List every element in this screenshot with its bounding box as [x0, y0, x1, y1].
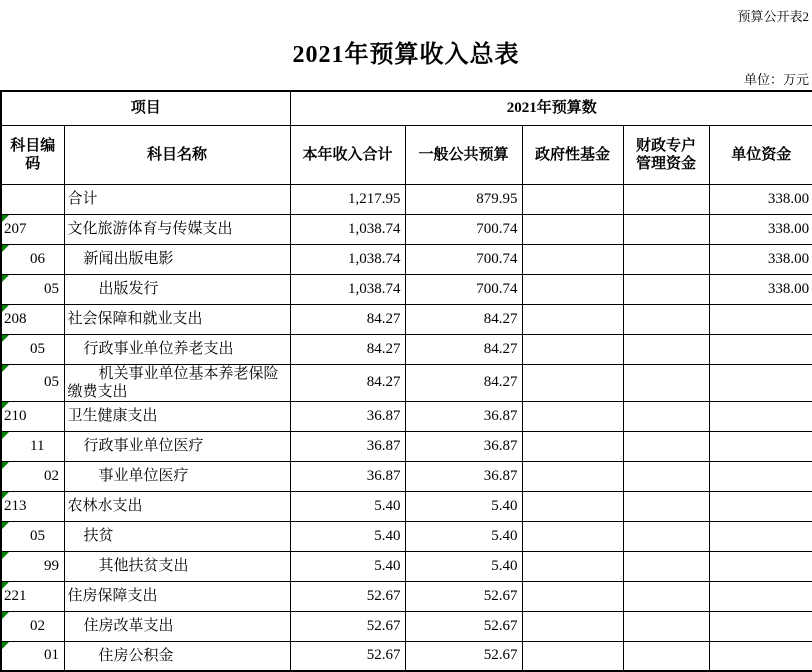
- row-code-cell: 02: [1, 461, 64, 491]
- row-value-cell: [623, 304, 709, 334]
- header-col-name-label: 科目名称: [147, 146, 208, 163]
- row-name-cell: 行政事业单位养老支出: [64, 334, 290, 364]
- row-value-cell: [522, 364, 623, 401]
- row-value-cell: [522, 244, 623, 274]
- header-col-unit-funds-label: 单位资金: [731, 146, 792, 163]
- header-col-fiscal-account: [623, 125, 709, 184]
- header-col-code-label: 科目编码: [10, 137, 56, 172]
- row-value-cell: 84.27: [290, 364, 405, 401]
- row-value-cell: [623, 551, 709, 581]
- header-col-total-income-label: 本年收入合计: [302, 146, 393, 163]
- header-budget-group: 2021年预算数: [290, 91, 812, 125]
- table-row: [1, 334, 812, 364]
- row-value-cell: 84.27: [290, 304, 405, 334]
- row-value-cell: [709, 641, 812, 671]
- row-value-cell: [623, 274, 709, 304]
- flag-triangle-icon: [2, 642, 9, 649]
- row-value-cell: [709, 581, 812, 611]
- flag-triangle-icon: [2, 432, 9, 439]
- row-value-cell: 338.00: [709, 274, 812, 304]
- row-value-cell: [709, 461, 812, 491]
- flag-triangle-icon: [2, 492, 9, 499]
- flag-triangle-icon: [2, 215, 9, 222]
- row-value-cell: 84.27: [405, 364, 522, 401]
- row-value-cell: 52.67: [405, 581, 522, 611]
- row-value-cell: 84.27: [405, 304, 522, 334]
- row-name-cell: 住房保障支出: [64, 581, 290, 611]
- header-col-gov-funds-label: 政府性基金: [535, 146, 611, 163]
- row-value-cell: [522, 401, 623, 431]
- row-name-cell: 社会保障和就业支出: [64, 304, 290, 334]
- row-code-cell: 02: [1, 611, 64, 641]
- row-code-cell: 05: [1, 334, 64, 364]
- table-row: [1, 184, 812, 214]
- table-row: [1, 461, 812, 491]
- row-value-cell: [709, 304, 812, 334]
- row-name-cell: 农林水支出: [64, 491, 290, 521]
- row-name-cell: 新闻出版电影: [64, 244, 290, 274]
- row-value-cell: 1,038.74: [290, 214, 405, 244]
- row-name-cell: 出版发行: [64, 274, 290, 304]
- row-value-cell: [522, 274, 623, 304]
- row-value-cell: 52.67: [405, 611, 522, 641]
- header-columns-row: [1, 125, 812, 184]
- header-col-general-budget: [405, 125, 522, 184]
- flag-triangle-icon: [2, 552, 9, 559]
- flag-triangle-icon: [2, 305, 9, 312]
- flag-triangle-icon: [2, 402, 9, 409]
- row-value-cell: 338.00: [709, 244, 812, 274]
- row-code-cell: 213: [1, 491, 64, 521]
- row-value-cell: 36.87: [290, 461, 405, 491]
- row-value-cell: 700.74: [405, 274, 522, 304]
- row-value-cell: [522, 431, 623, 461]
- row-code-cell: 05: [1, 521, 64, 551]
- row-value-cell: [522, 214, 623, 244]
- row-name-cell: 扶贫: [64, 521, 290, 551]
- row-value-cell: 52.67: [405, 641, 522, 671]
- row-code-cell: 207: [1, 214, 64, 244]
- row-value-cell: [709, 431, 812, 461]
- row-value-cell: [522, 611, 623, 641]
- row-value-cell: [623, 214, 709, 244]
- row-code-cell: 221: [1, 581, 64, 611]
- table-row: [1, 431, 812, 461]
- row-code-cell: [1, 184, 64, 214]
- row-value-cell: [709, 551, 812, 581]
- row-value-cell: 5.40: [290, 551, 405, 581]
- row-value-cell: 36.87: [405, 461, 522, 491]
- row-name-cell: 行政事业单位医疗: [64, 431, 290, 461]
- budget-revenue-table: [0, 90, 812, 672]
- row-name-cell: 卫生健康支出: [64, 401, 290, 431]
- row-name-cell: 事业单位医疗: [64, 461, 290, 491]
- row-value-cell: [522, 521, 623, 551]
- flag-triangle-icon: [2, 275, 9, 282]
- row-value-cell: [522, 334, 623, 364]
- flag-triangle-icon: [2, 582, 9, 589]
- row-name-cell: 机关事业单位基本养老保险缴费支出: [64, 364, 290, 401]
- flag-triangle-icon: [2, 462, 9, 469]
- row-value-cell: 52.67: [290, 641, 405, 671]
- row-value-cell: [623, 184, 709, 214]
- row-value-cell: 36.87: [405, 401, 522, 431]
- flag-triangle-icon: [2, 335, 9, 342]
- row-value-cell: 5.40: [290, 521, 405, 551]
- row-value-cell: 36.87: [405, 431, 522, 461]
- table-row: [1, 401, 812, 431]
- flag-triangle-icon: [2, 522, 9, 529]
- row-code-cell: 05: [1, 364, 64, 401]
- row-value-cell: 84.27: [405, 334, 522, 364]
- row-value-cell: [709, 364, 812, 401]
- row-value-cell: 700.74: [405, 244, 522, 274]
- table-row: [1, 611, 812, 641]
- row-value-cell: [709, 611, 812, 641]
- table-row: [1, 214, 812, 244]
- table-row: [1, 581, 812, 611]
- row-value-cell: 5.40: [405, 551, 522, 581]
- header-col-unit-funds: [709, 125, 812, 184]
- row-value-cell: [709, 334, 812, 364]
- row-value-cell: [522, 461, 623, 491]
- row-value-cell: [709, 491, 812, 521]
- row-value-cell: [522, 491, 623, 521]
- row-value-cell: 1,038.74: [290, 274, 405, 304]
- header-col-code: [1, 125, 64, 184]
- row-value-cell: [623, 364, 709, 401]
- table-row: [1, 521, 812, 551]
- doc-sheet-label: 预算公开表2: [737, 9, 809, 24]
- row-value-cell: 1,038.74: [290, 244, 405, 274]
- row-value-cell: [623, 401, 709, 431]
- row-code-cell: 06: [1, 244, 64, 274]
- table-row: [1, 244, 812, 274]
- row-value-cell: [709, 401, 812, 431]
- table-row: [1, 304, 812, 334]
- row-code-cell: 208: [1, 304, 64, 334]
- row-value-cell: 5.40: [290, 491, 405, 521]
- flag-triangle-icon: [2, 612, 9, 619]
- row-value-cell: [522, 184, 623, 214]
- row-value-cell: [623, 491, 709, 521]
- row-value-cell: [623, 334, 709, 364]
- row-value-cell: 36.87: [290, 401, 405, 431]
- row-code-cell: 210: [1, 401, 64, 431]
- header-col-total-income: [290, 125, 405, 184]
- row-value-cell: 338.00: [709, 184, 812, 214]
- row-code-cell: 01: [1, 641, 64, 671]
- row-name-cell: 文化旅游体育与传媒支出: [64, 214, 290, 244]
- row-value-cell: [522, 581, 623, 611]
- header-col-gov-funds: [522, 125, 623, 184]
- header-col-name: [64, 125, 290, 184]
- row-code-cell: 99: [1, 551, 64, 581]
- flag-triangle-icon: [2, 245, 9, 252]
- table-row: [1, 364, 812, 401]
- row-value-cell: [623, 611, 709, 641]
- row-value-cell: 36.87: [290, 431, 405, 461]
- row-value-cell: 1,217.95: [290, 184, 405, 214]
- row-value-cell: 879.95: [405, 184, 522, 214]
- row-name-cell: 住房改革支出: [64, 611, 290, 641]
- table-row: [1, 551, 812, 581]
- row-name-cell: 其他扶贫支出: [64, 551, 290, 581]
- row-value-cell: [623, 521, 709, 551]
- page-title: 2021年预算收入总表: [292, 42, 520, 68]
- row-value-cell: [623, 581, 709, 611]
- row-value-cell: 84.27: [290, 334, 405, 364]
- row-value-cell: [522, 304, 623, 334]
- table-row: [1, 274, 812, 304]
- row-code-cell: 11: [1, 431, 64, 461]
- row-value-cell: 52.67: [290, 581, 405, 611]
- row-value-cell: [623, 461, 709, 491]
- row-value-cell: [623, 244, 709, 274]
- row-value-cell: 52.67: [290, 611, 405, 641]
- header-col-general-budget-label: 一般公共预算: [418, 146, 509, 163]
- header-col-fiscal-account-label: 财政专户管理资金: [636, 137, 697, 172]
- table-row: [1, 641, 812, 671]
- row-value-cell: [522, 641, 623, 671]
- table-row: [1, 491, 812, 521]
- row-value-cell: [522, 551, 623, 581]
- row-value-cell: [709, 521, 812, 551]
- row-value-cell: 5.40: [405, 491, 522, 521]
- row-code-cell: 05: [1, 274, 64, 304]
- row-value-cell: 338.00: [709, 214, 812, 244]
- row-value-cell: 5.40: [405, 521, 522, 551]
- header-group-row: [1, 91, 812, 125]
- row-name-cell: 合计: [64, 184, 290, 214]
- row-value-cell: [623, 431, 709, 461]
- unit-note: 单位：万元: [743, 72, 809, 87]
- table-body: [1, 184, 812, 671]
- row-name-cell: 住房公积金: [64, 641, 290, 671]
- header-project-group: 项目: [1, 91, 290, 125]
- row-value-cell: 700.74: [405, 214, 522, 244]
- row-value-cell: [623, 641, 709, 671]
- flag-triangle-icon: [2, 365, 9, 372]
